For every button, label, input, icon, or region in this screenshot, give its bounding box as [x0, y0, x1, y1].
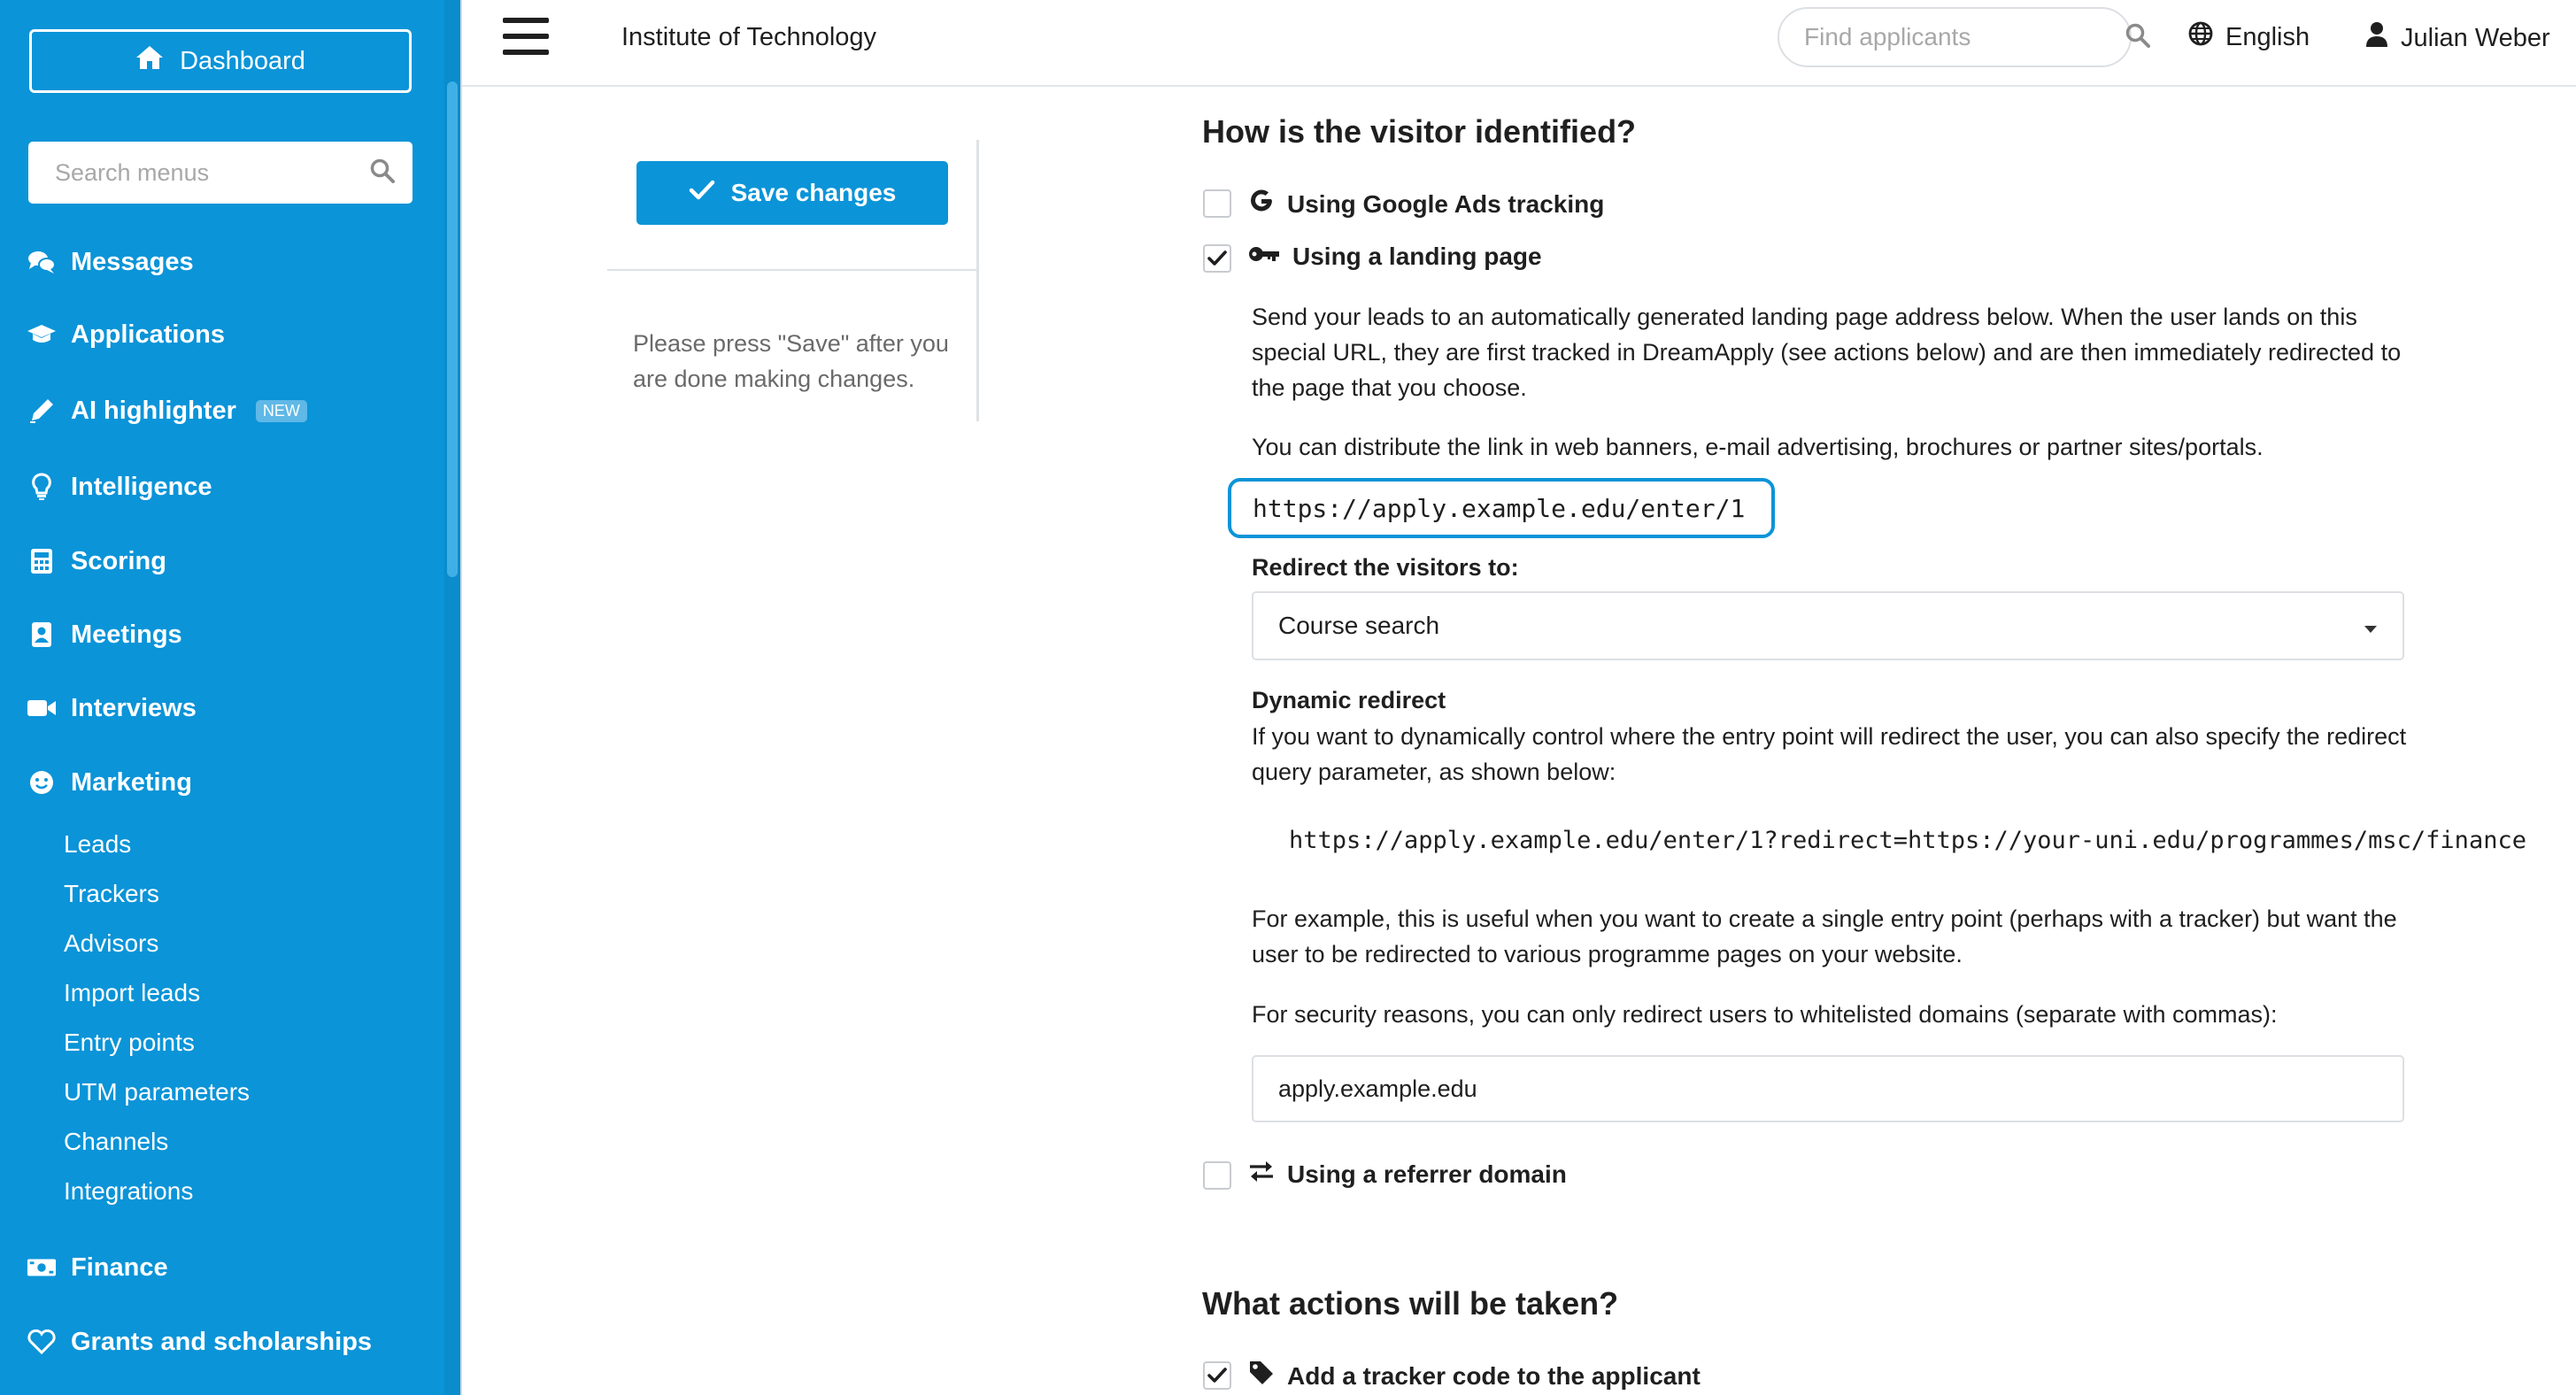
search-icon[interactable] — [370, 158, 395, 188]
user-icon — [2365, 21, 2388, 55]
sidebar-subitem-channels[interactable]: Channels — [64, 1128, 169, 1155]
video-camera-icon — [27, 693, 57, 723]
tracker-code-checkbox[interactable] — [1203, 1361, 1231, 1390]
sidebar-item-label: Scoring — [71, 546, 166, 575]
referrer-domain-label: Using a referrer domain — [1287, 1160, 1567, 1188]
sidebar-subitem-trackers[interactable]: Trackers — [64, 880, 159, 907]
referrer-domain-option — [1248, 1160, 1567, 1189]
sidebar-item-marketing[interactable] — [27, 765, 192, 800]
sidebar-subitem-leads[interactable]: Leads — [64, 830, 132, 858]
google-ads-option — [1248, 188, 1604, 220]
checkmark-icon — [1207, 250, 1227, 266]
save-changes-label: Save changes — [730, 179, 897, 206]
user-menu[interactable] — [2365, 21, 2550, 55]
whitelist-domains-input[interactable] — [1252, 1055, 2404, 1122]
sidebar-item-meetings[interactable] — [27, 617, 182, 652]
panel-vertical-divider — [976, 140, 979, 421]
sidebar-item-finance[interactable] — [27, 1250, 168, 1285]
language-label: English — [2225, 22, 2310, 51]
tracker-code-option — [1248, 1360, 1701, 1392]
institute-name: Institute of Technology — [621, 23, 877, 51]
redirect-selected-value: Course search — [1278, 612, 1440, 639]
new-badge: NEW — [256, 400, 307, 422]
google-ads-label: Using Google Ads tracking — [1287, 189, 1605, 218]
heart-icon — [27, 1327, 57, 1357]
smiley-icon — [27, 767, 57, 798]
sidebar-item-interviews[interactable] — [27, 690, 197, 726]
sidebar-subitem-advisors[interactable]: Advisors — [64, 929, 159, 957]
comments-icon — [27, 247, 57, 277]
sidebar-item-label: Messages — [71, 247, 194, 276]
sidebar-item-label: Intelligence — [71, 472, 212, 501]
sidebar-subitem-import-leads[interactable]: Import leads — [64, 979, 201, 1006]
exchange-arrows-icon — [1248, 1160, 1275, 1189]
sidebar-item-scoring[interactable] — [27, 543, 166, 579]
sidebar-divider — [460, 0, 462, 1395]
sidebar-item-label: AI highlighter — [71, 396, 236, 425]
sidebar-item-label: Meetings — [71, 620, 182, 649]
referrer-domain-checkbox[interactable] — [1203, 1161, 1231, 1190]
landing-page-label: Using a landing page — [1292, 243, 1542, 270]
landing-page-url[interactable]: https://apply.example.edu/enter/1 — [1228, 478, 1775, 538]
sidebar-item-label: Finance — [71, 1252, 168, 1282]
example-text: For example, this is useful when you want to create a single entry point (perhaps with a tracker) but want the user to be redirected to various programme pages on your website. — [1252, 906, 2397, 967]
top-bar — [462, 0, 2576, 87]
sidebar-subitem-integrations[interactable]: Integrations — [64, 1177, 194, 1205]
redirect-label: Redirect the visitors to: — [1252, 554, 1519, 581]
sidebar-item-label: Applications — [71, 320, 226, 349]
find-applicants-input[interactable] — [1802, 22, 2125, 52]
sidebar-subitem-entry-points[interactable]: Entry points — [64, 1029, 195, 1056]
redirect-select[interactable] — [1252, 591, 2404, 660]
google-icon — [1248, 188, 1275, 220]
sidebar-item-label: Interviews — [71, 693, 197, 722]
landing-page-option — [1248, 243, 1542, 271]
landing-page-description: Send your leads to an automatically generated landing page address below. When the user lands on this special URL, they are first tracked in DreamApply (see actions below) and are then immediately redirected to the page that you choose. — [1252, 304, 2402, 401]
money-bill-icon — [27, 1252, 57, 1283]
sidebar-item-messages[interactable] — [27, 244, 194, 280]
save-changes-button[interactable] — [636, 161, 948, 225]
security-text: For security reasons, you can only redirect users to whitelisted domains (separate with commas): — [1252, 1001, 2278, 1028]
globe-icon — [2188, 21, 2213, 53]
sidebar — [0, 0, 460, 1395]
save-note: Please press "Save" after you are done making changes. — [633, 330, 949, 392]
menu-search-input[interactable] — [53, 158, 370, 188]
scrollbar-thumb[interactable] — [447, 81, 458, 577]
sidebar-scrollbar[interactable] — [444, 0, 460, 1395]
menu-search-box — [28, 142, 413, 204]
key-icon — [1248, 243, 1280, 271]
sidebar-item-label: Marketing — [71, 767, 192, 797]
hamburger-menu-icon[interactable] — [503, 18, 549, 58]
search-icon[interactable] — [2125, 23, 2150, 52]
pen-icon — [27, 396, 57, 426]
sidebar-item-label: Grants and scholarships — [71, 1327, 373, 1356]
address-book-icon — [27, 620, 57, 650]
language-selector[interactable] — [2188, 21, 2310, 53]
sidebar-item-grants-and-scholarships[interactable] — [27, 1324, 372, 1360]
tracker-code-label: Add a tracker code to the applicant — [1287, 1361, 1701, 1390]
dynamic-redirect-description: If you want to dynamically control where the entry point will redirect the user, you can also specify the redirect query parameter, as shown below: — [1252, 723, 2407, 785]
sidebar-item-applications[interactable] — [27, 317, 225, 352]
tag-icon — [1248, 1360, 1275, 1392]
panel-divider — [607, 269, 977, 271]
sidebar-subitem-utm-parameters[interactable]: UTM parameters — [64, 1078, 251, 1106]
calculator-icon — [27, 546, 57, 576]
home-icon — [135, 45, 164, 77]
checkmark-icon — [689, 179, 715, 207]
section-title-identification: How is the visitor identified? — [1202, 113, 1637, 150]
google-ads-checkbox[interactable] — [1203, 189, 1231, 218]
dashboard-button[interactable] — [29, 29, 412, 93]
user-name: Julian Weber — [2401, 23, 2550, 52]
distribute-text: You can distribute the link in web banners, e-mail advertising, brochures or partner sites/portals. — [1252, 434, 2264, 460]
checkmark-icon — [1207, 1368, 1227, 1383]
graduation-cap-icon — [27, 320, 57, 350]
sidebar-item-intelligence[interactable] — [27, 469, 212, 505]
find-applicants-box — [1778, 7, 2132, 67]
section-title-actions: What actions will be taken? — [1202, 1285, 1619, 1322]
sidebar-item-ai-highlighter[interactable] — [27, 393, 307, 428]
caret-down-icon — [2364, 612, 2378, 640]
landing-page-checkbox[interactable] — [1203, 244, 1231, 273]
lightbulb-icon — [27, 472, 57, 502]
dynamic-redirect-example: https://apply.example.edu/enter/1?redirect=https://your-uni.edu/programmes/msc/finance — [1289, 827, 2526, 854]
dynamic-redirect-title: Dynamic redirect — [1252, 687, 1446, 713]
dashboard-label: Dashboard — [180, 46, 305, 75]
